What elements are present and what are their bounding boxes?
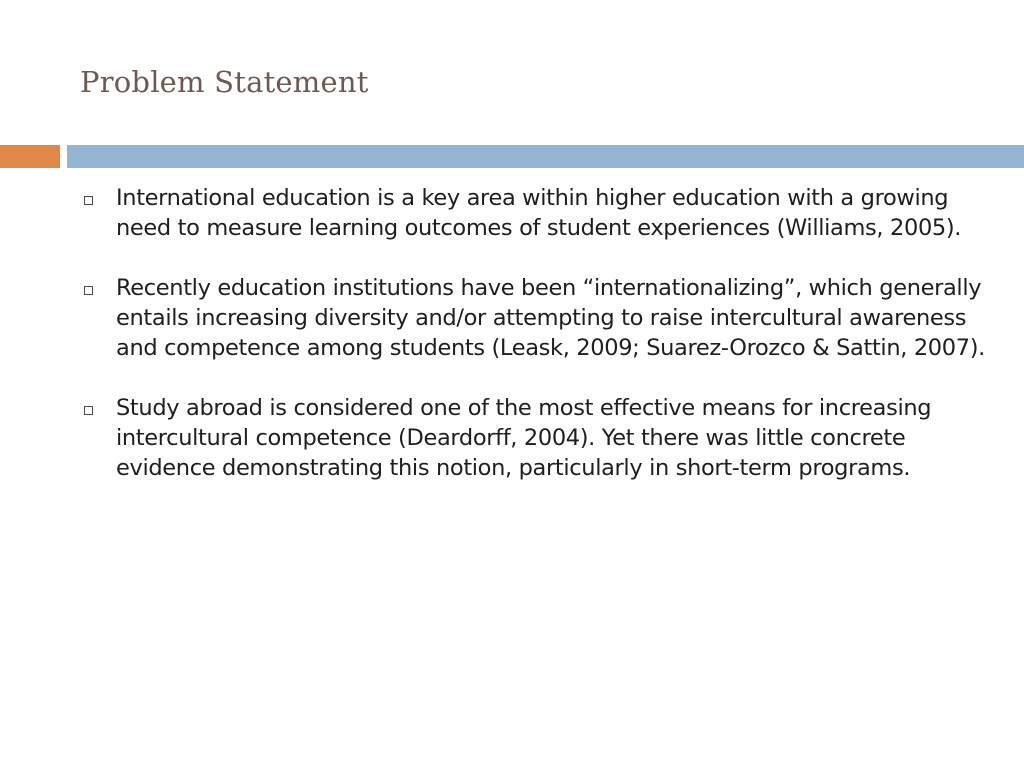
accent-bar-orange	[0, 145, 60, 168]
bullet-item	[80, 183, 985, 243]
bullet-item	[80, 393, 985, 483]
accent-bar-blue	[67, 145, 1024, 168]
hollow-square-bullet-icon	[84, 406, 93, 415]
bullet-item	[80, 273, 985, 363]
bullet-text: Study abroad is considered one of the most effective means for increasing intercultural competence (Deardorff, 2004). Yet there was little concrete evidence demonstrating this notion, particularly in short-term programs.	[116, 395, 932, 481]
bullet-text: International education is a key area within higher education with a growing need to measure learning outcomes of student experiences (Williams, 2005).	[116, 185, 962, 241]
bullet-list	[80, 183, 985, 513]
bullet-text: Recently education institutions have been “internationalizing”, which generally entails increasing diversity and/or attempting to raise intercultural awareness and competence among students (Leask, 2009; Suarez-Orozco & Sattin, 2007).	[116, 275, 985, 361]
hollow-square-bullet-icon	[84, 286, 93, 295]
hollow-square-bullet-icon	[84, 196, 93, 205]
slide-title: Problem Statement	[80, 65, 369, 99]
